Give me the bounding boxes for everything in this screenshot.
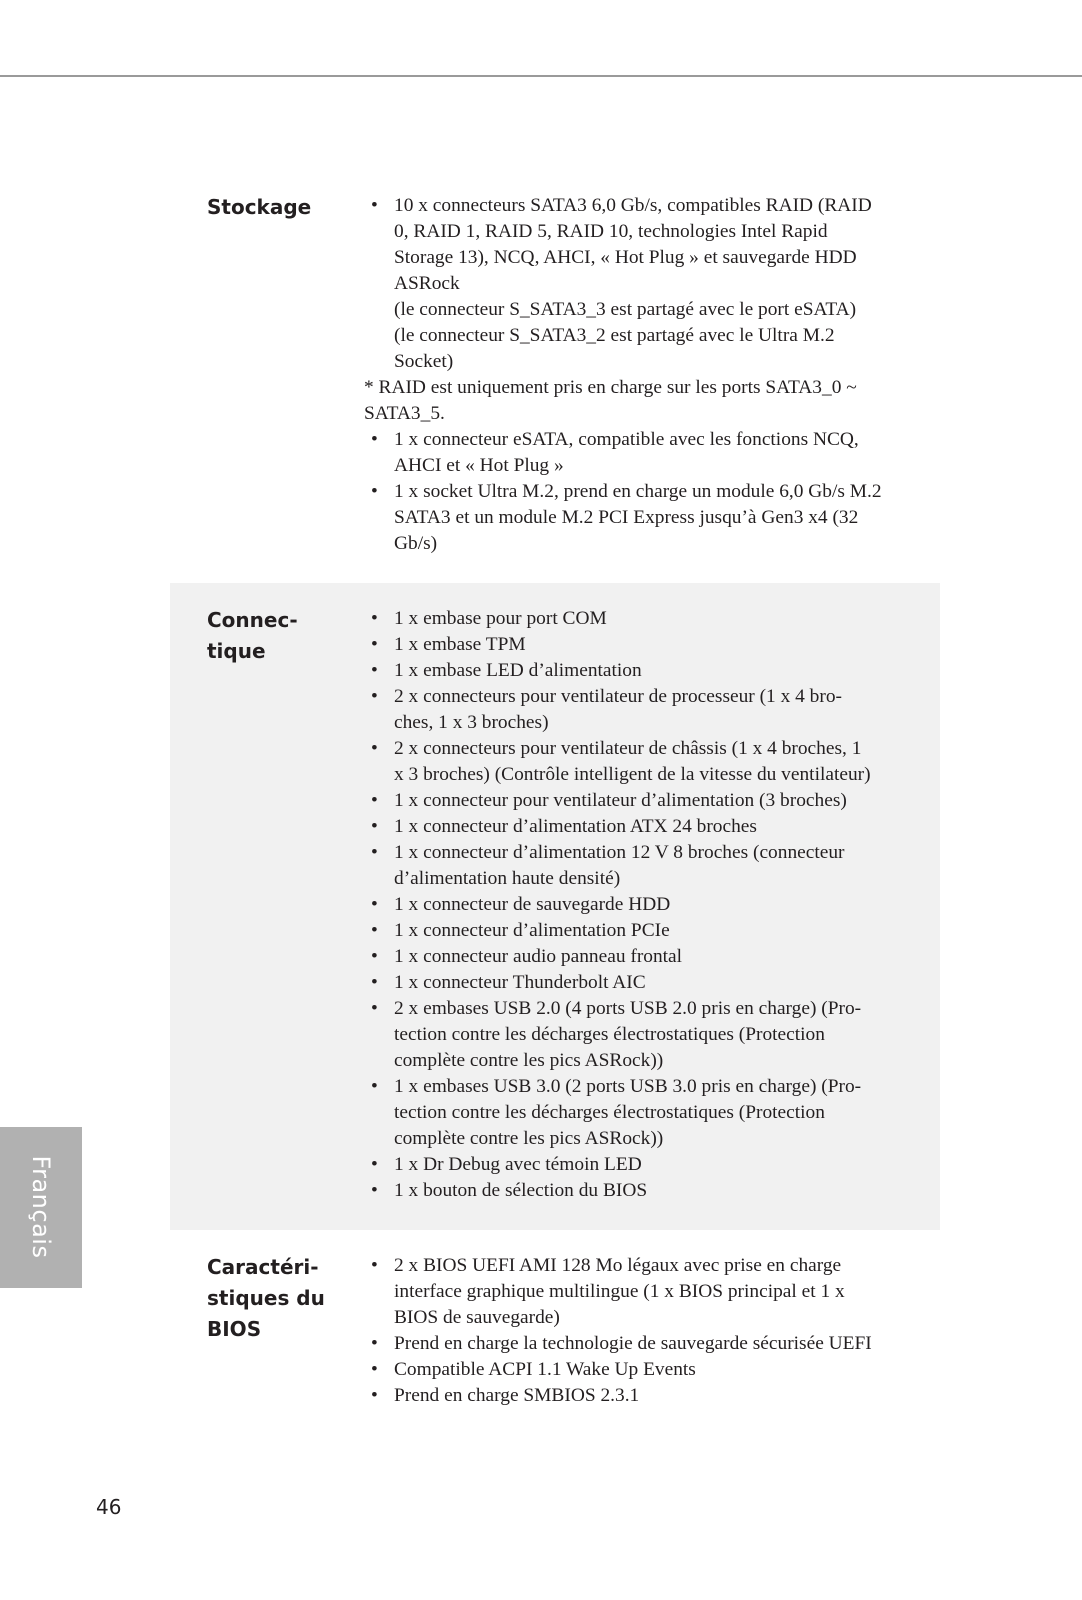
list-item-line: • 1 x connecteur Thunderbolt AIC (394, 972, 646, 993)
list-item-line: • 2 x embases USB 2.0 (4 ports USB 2.0 pris en charge) (Pro- (394, 998, 862, 1019)
list-item-line: • 1 x connecteur d’alimentation PCIe (394, 920, 670, 941)
list-item-line: complète contre les pics ASRock)) (394, 1050, 664, 1071)
list-item-line: • 1 x Dr Debug avec témoin LED (394, 1154, 642, 1175)
list-item (364, 684, 919, 736)
list-item-line: • 1 x connecteur d’alimentation 12 V 8 broches (connecteur (394, 842, 845, 863)
list-item-line: Socket) (394, 351, 454, 372)
list-item-line: • 1 x connecteur eSATA, compatible avec les fonctions NCQ, (394, 429, 859, 450)
page-number: 46 (96, 1495, 122, 1519)
list-item-line: • 2 x connecteurs pour ventilateur de châssis (1 x 4 broches, 1 (394, 738, 862, 759)
list-item-line: ches, 1 x 3 broches) (394, 712, 549, 733)
list-item-line: • 1 x connecteur audio panneau frontal (394, 946, 683, 967)
list-item-line: • 1 x embase LED d’alimentation (394, 660, 642, 681)
list-item (364, 658, 919, 684)
list-item (364, 606, 919, 632)
list-item-line: • 1 x socket Ultra M.2, prend en charge un module 6,0 Gb/s M.2 (394, 481, 882, 502)
list-item-line: tection contre les décharges électrostatiques (Protection (394, 1024, 825, 1045)
list-item-line: (le connecteur S_SATA3_2 est partagé avec le Ultra M.2 (394, 325, 835, 346)
label-line: Connec- (207, 608, 298, 632)
list-item (364, 1152, 919, 1178)
list-item (364, 736, 919, 788)
list-item-line: BIOS de sauvegarde) (394, 1307, 560, 1328)
list-item (364, 814, 919, 840)
list-item-line: • 1 x embase pour port COM (394, 608, 607, 629)
section-label-connectors (207, 605, 347, 667)
section-storage (170, 178, 940, 583)
list-item (364, 427, 919, 479)
list-item (364, 479, 919, 557)
list-item (364, 788, 919, 814)
list-item-line: AHCI et « Hot Plug » (394, 455, 564, 476)
list-item-line: • 1 x connecteur de sauvegarde HDD (394, 894, 671, 915)
header-rule (0, 75, 1082, 77)
list-item (364, 1357, 919, 1383)
list-item (364, 918, 919, 944)
list-item-line: • 2 x connecteurs pour ventilateur de processeur (1 x 4 bro- (394, 686, 842, 707)
list-item-line: ASRock (394, 273, 460, 294)
list-item-line: (le connecteur S_SATA3_3 est partagé avec le port eSATA) (394, 299, 857, 320)
list-item (364, 1331, 919, 1357)
section-connectors (170, 583, 940, 1230)
list-item-line: Storage 13), NCQ, AHCI, « Hot Plug » et sauvegarde HDD (394, 247, 857, 268)
label-line: tique (207, 639, 266, 663)
section-label-bios (207, 1252, 347, 1345)
list-item (364, 944, 919, 970)
list-item-line: x 3 broches) (Contrôle intelligent de la vitesse du ventilateur) (394, 764, 871, 785)
list-item (364, 996, 919, 1074)
list-item (364, 632, 919, 658)
list-item-line: interface graphique multilingue (1 x BIOS principal et 1 x (394, 1281, 845, 1302)
list-item-line: • 1 x embases USB 3.0 (2 ports USB 3.0 pris en charge) (Pro- (394, 1076, 862, 1097)
list-item (364, 1253, 919, 1331)
list-item-line: tection contre les décharges électrostatiques (Protection (394, 1102, 825, 1123)
label-line: stiques du (207, 1286, 325, 1310)
bios-list (364, 1253, 919, 1409)
storage-content (364, 193, 919, 557)
section-bios (170, 1230, 940, 1420)
language-tab (0, 1127, 82, 1288)
list-item (364, 892, 919, 918)
label-line: Stockage (207, 195, 312, 219)
list-item-line: • 1 x connecteur pour ventilateur d’alimentation (3 broches) (394, 790, 847, 811)
list-item-line: • 1 x embase TPM (394, 634, 526, 655)
list-item (364, 193, 919, 375)
raid-note (364, 375, 919, 427)
language-tab-label: Français (27, 1155, 55, 1259)
list-item-line: 0, RAID 1, RAID 5, RAID 10, technologies Intel Rapid (394, 221, 828, 242)
connectors-list (364, 606, 919, 1204)
list-item-line: • 1 x bouton de sélection du BIOS (394, 1180, 648, 1201)
list-item (364, 1383, 919, 1409)
list-item-line: Gb/s) (394, 533, 438, 554)
list-item (364, 970, 919, 996)
note-line: SATA3_5. (364, 403, 445, 424)
label-line: BIOS (207, 1317, 262, 1341)
list-item-line: • Prend en charge la technologie de sauvegarde sécurisée UEFI (394, 1333, 872, 1354)
section-label-storage (207, 192, 347, 223)
label-line: Caractéri- (207, 1255, 319, 1279)
note-line: * RAID est uniquement pris en charge sur les ports SATA3_0 ~ (364, 377, 857, 398)
list-item (364, 840, 919, 892)
list-item-line: • 10 x connecteurs SATA3 6,0 Gb/s, compatibles RAID (RAID (394, 195, 872, 216)
list-item (364, 1178, 919, 1204)
list-item (364, 1074, 919, 1152)
list-item-line: complète contre les pics ASRock)) (394, 1128, 664, 1149)
list-item-line: • 1 x connecteur d’alimentation ATX 24 broches (394, 816, 757, 837)
list-item-line: SATA3 et un module M.2 PCI Express jusqu’à Gen3 x4 (32 (394, 507, 859, 528)
list-item-line: • Prend en charge SMBIOS 2.3.1 (394, 1385, 640, 1406)
list-item-line: • 2 x BIOS UEFI AMI 128 Mo légaux avec prise en charge (394, 1255, 842, 1276)
list-item-line: d’alimentation haute densité) (394, 868, 621, 889)
list-item-line: • Compatible ACPI 1.1 Wake Up Events (394, 1359, 696, 1380)
